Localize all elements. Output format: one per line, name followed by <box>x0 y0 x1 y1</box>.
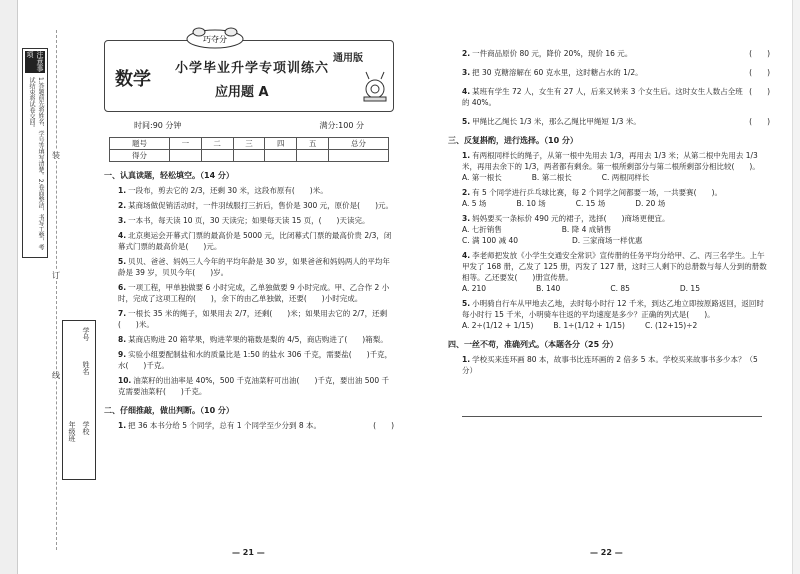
options-row <box>462 283 770 294</box>
name-label: 姓名 <box>82 361 90 375</box>
score-header: 题号 <box>110 138 170 150</box>
options-row <box>462 320 770 331</box>
score-cell[interactable] <box>169 150 201 162</box>
question-item: 6. 一项工程，甲单独做要 6 小时完成，乙单独做要 9 小时完成。甲、乙合作 2 小时，完成了这项工程的( )，余下的由乙单独做，还要( )小时完成。 <box>118 283 390 303</box>
question-item: ( ) 5. 甲绳比乙绳长 1/3 米，那么乙绳比甲绳短 1/3 米。 <box>462 117 770 126</box>
option[interactable]: B. 10 场 <box>516 199 546 208</box>
question-item: ( ) 4. 某班有学生 72 人，女生有 27 人，后来又转来 3 个女生后。这时女生人数占全班的 40%。 <box>462 87 770 107</box>
option[interactable]: B. 1÷(1/12 + 1/15) <box>553 321 625 330</box>
question-item: 2. 某商场做促销活动时，一件羽绒服打三折后，售价是 300 元，原价是( )元。 <box>118 201 394 210</box>
option[interactable]: B. 140 <box>536 284 561 293</box>
score-header: 五 <box>297 138 329 150</box>
question-item: 4. 李老师把发放《小学生交通安全常识》宣传册的任务平均分给甲、乙、丙三名学生。上午甲发了 168 册，乙发了 125 册，丙发了 127 册，这时三人剩下的总册数与每人分到的册数相等。乙还要发( )册宣传册。 A. 210 B. 140 C. 85 D. 15 <box>448 250 770 294</box>
score-cell[interactable] <box>201 150 233 162</box>
option[interactable]: C. 两根同样长 <box>601 173 650 182</box>
option[interactable]: A. 七折销售 <box>462 225 502 234</box>
cut-mark: 订 <box>52 271 60 280</box>
question-item: 3. 一本书，每天读 10 页，30 天读完；如果每天读 15 页，( )天读完。 <box>118 216 370 225</box>
option[interactable]: A. 5 场 <box>462 199 487 208</box>
cut-line <box>56 30 57 550</box>
question-item: ( ) 2. 一件商品原价 80 元，降价 20%，现价 16 元。 <box>462 49 770 58</box>
options-row <box>462 224 770 235</box>
option[interactable]: A. 2÷(1/12 + 1/15) <box>462 321 534 330</box>
page-title: 小学毕业升学专项训练六 <box>175 61 330 76</box>
option[interactable]: A. 210 <box>462 284 487 293</box>
snail-mascot-icon <box>361 69 389 105</box>
full-score: 满分:100 分 <box>319 121 364 130</box>
section-title: 三、反复斟酌，进行选择。（10 分） <box>448 136 578 145</box>
question-item: 1. 学校买来连环画 80 本，故事书比连环画的 2 倍多 5 本。学校买来故事书多少本？（5 分） <box>462 355 758 375</box>
student-info-box <box>62 320 96 480</box>
school-label: 学校 <box>82 421 90 435</box>
bee-badge-icon <box>185 27 245 49</box>
option[interactable]: C. 满 100 减 40 <box>462 236 519 245</box>
right-page <box>448 44 770 417</box>
section-title: 四、一丝不苟，准确列式。（本题各分（25 分） <box>448 340 618 349</box>
option[interactable]: A. 第一根长 <box>462 173 502 182</box>
option[interactable]: D. 15 <box>679 284 700 293</box>
page-edge-left <box>0 0 18 574</box>
score-cell[interactable] <box>233 150 265 162</box>
score-cell[interactable] <box>297 150 329 162</box>
question-item: 5. 贝贝、爸爸、妈妈三人今年的平均年龄是 30 岁，如果爸爸和妈妈两人的平均年龄是 39 岁，贝贝今年( )岁。 <box>118 257 390 277</box>
time-limit: 时间:90 分钟 <box>134 121 182 130</box>
question-item: ( ) 3. 把 30 克糖溶解在 60 克水里，这时糖占水的 1/2。 <box>462 68 770 77</box>
section-title: 二、仔细推敲，做出判断。（10 分） <box>104 406 234 415</box>
exam-meta <box>104 120 394 131</box>
section-title: 一、认真读题，轻松填空。（14 分） <box>104 171 234 180</box>
question-item: 2. 有 5 个同学进行乒乓球比赛，每 2 个同学之间都要一场，一共要赛( )。 A. 5 场 B. 10 场 C. 15 场 D. 20 场 <box>448 187 770 209</box>
option[interactable]: C. 15 场 <box>575 199 606 208</box>
subject-label: 数学 <box>115 69 151 90</box>
page-number-right: — 22 — <box>590 548 623 557</box>
notice-box <box>22 48 48 258</box>
notice-text: 1.答题前先将姓名、学号等填写清楚。2.卷面整洁，书写工整，考试结束将试卷交回。 <box>28 77 44 251</box>
question-item: ( ) 1. 把 36 本书分给 5 个同学，总有 1 个同学至少分到 8 本。 <box>118 421 394 430</box>
question-item: 5. 小明骑自行车从甲地去乙地，去时每小时行 12 千米，到达乙地立即按原路返回，返回时每小时行 15 千米，小明骑车往返的平均速度是多少？正确的列式是( )。 A. 2÷(1/12 + 1/15) B. 1÷(1/12 + 1/15) C. (12+15)÷2 <box>448 298 770 331</box>
cut-mark: 装 <box>52 151 60 160</box>
option[interactable]: B. 第二根长 <box>531 173 572 182</box>
score-table-header-row <box>110 138 389 150</box>
score-row-label: 得分 <box>110 150 170 162</box>
id-label: 学号 <box>82 327 90 341</box>
question-item: 8. 某商店购进 20 箱苹果，购进苹果的箱数是梨的 4/5，商店购进了( )箱梨。 <box>118 335 388 344</box>
notice-tag: 注意事项 <box>26 51 44 72</box>
question-item: 1. 一段布，剪去它的 2/3，还剩 30 米，这段布原有( )米。 <box>118 186 328 195</box>
option[interactable]: D. 20 场 <box>635 199 666 208</box>
option[interactable]: B. 降 4 成销售 <box>561 225 612 234</box>
badge-text: 巧夺分 <box>203 35 227 44</box>
question-item: 4. 北京奥运会开幕式门票的最高价是 5000 元，比闭幕式门票的最高价贵 2/3，闭幕式门票的最高价是( )元。 <box>118 231 392 251</box>
options-row <box>462 235 770 246</box>
question-item: 7. 一根长 35 米的绳子，如果用去 2/7，还剩( )米；如果用去它的 2/7，还剩( )米。 <box>118 309 388 329</box>
page-number-left: — 21 — <box>232 548 265 557</box>
score-table <box>109 137 389 162</box>
option[interactable]: C. (12+15)÷2 <box>644 321 698 330</box>
score-cell[interactable] <box>265 150 297 162</box>
score-header: 四 <box>265 138 297 150</box>
question-item: 1. 有两根同样长的绳子，从第一根中先用去 1/3，再用去 1/3 米；从第二根中先用去 1/3 米，再用去余下的 1/3，两者都有剩余。第一根所剩部分与第二根所剩部分相比较( )。 A. 第一根长 B. 第二根长 C. 两根同样长 <box>448 150 770 183</box>
options-row <box>462 198 770 209</box>
score-header: 二 <box>201 138 233 150</box>
question-item: 10. 油菜籽的出油率是 40%，500 千克油菜籽可出油( )千克，要出油 500 千克需要油菜籽( )千克。 <box>118 376 389 396</box>
option[interactable]: D. 三家商场一样优惠 <box>572 236 643 245</box>
class-label: 年级班 <box>68 421 76 442</box>
edition-label: 通用版 <box>333 53 363 64</box>
title-banner <box>104 35 394 112</box>
score-header: 三 <box>233 138 265 150</box>
score-table-row <box>110 150 389 162</box>
score-cell[interactable] <box>329 150 389 162</box>
page-edge-right <box>792 0 800 574</box>
answer-line[interactable] <box>462 416 762 417</box>
options-row <box>462 172 770 183</box>
score-header: 总分 <box>329 138 389 150</box>
cut-mark: 线 <box>52 371 60 380</box>
option[interactable]: C. 85 <box>610 284 630 293</box>
binding-strip <box>22 30 100 550</box>
page-subtitle: 应用题 A <box>215 85 269 100</box>
question-item: 9. 实验小组要配制盐和水的质量比是 1:50 的盐水 306 千克，需要盐( )千克，水( )千克。 <box>118 350 393 370</box>
question-item: 3. 妈妈要买一条标价 490 元的裙子，选择( )商场更便宜。 A. 七折销售 B. 降 4 成销售 C. 满 100 减 40 D. 三家商场一样优惠 <box>448 213 770 246</box>
score-header: 一 <box>169 138 201 150</box>
left-page <box>104 35 394 431</box>
